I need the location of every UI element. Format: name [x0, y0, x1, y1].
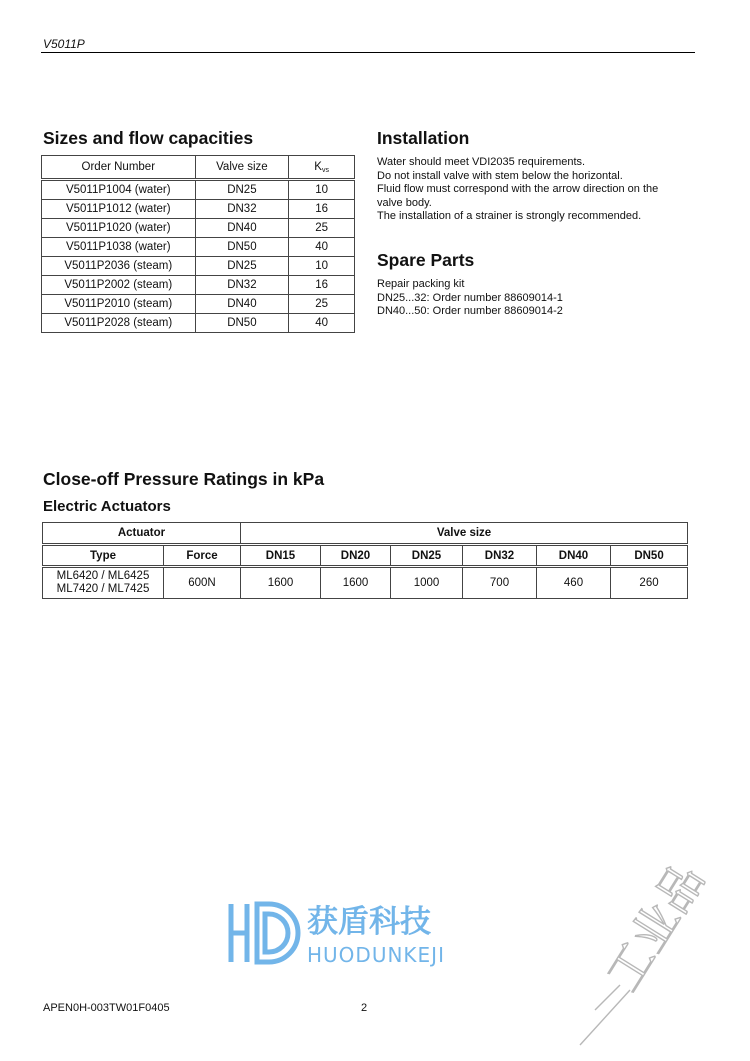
ratings-group-header — [43, 523, 688, 545]
sizes-heading: Sizes and flow capacities — [43, 128, 254, 148]
table-row: V5011P2002 (steam) DN32 16 — [42, 276, 355, 295]
ratings-heading: Close-off Pressure Ratings in kPa — [43, 469, 325, 489]
col-dn50: DN50 — [611, 545, 688, 567]
header-rule — [41, 52, 695, 53]
ratings-subheading: Electric Actuators — [43, 498, 171, 515]
svg-text:HUODUNKEJI: HUODUNKEJI — [307, 943, 445, 967]
sizes-table — [41, 155, 355, 333]
diagonal-watermark — [560, 790, 750, 1050]
col-type: Type — [43, 545, 164, 567]
svg-text:工业品: 工业品 — [595, 854, 715, 1001]
spare-parts-heading: Spare Parts — [377, 250, 475, 270]
col-force: Force — [164, 545, 241, 567]
col-order-number: Order Number — [42, 156, 196, 180]
svg-text:获盾科技: 获盾科技 — [307, 904, 431, 940]
sizes-header-row — [42, 156, 355, 180]
stamp-watermark-icon — [560, 790, 750, 1050]
table-row: V5011P2036 (steam) DN25 10 — [42, 257, 355, 276]
watermark-logo — [225, 898, 465, 968]
installation-text: Water should meet VDI2035 requirements. Do not install valve with stem below the horizontal. Fluid flow must correspond with the arrow direction on the valve body. The installation of a strainer is strongly recommended. — [377, 156, 659, 223]
col-kvs: $K_{vs}$ — [289, 156, 355, 180]
footer-document-code: APEN0H-003TW01F0405 — [43, 1002, 170, 1014]
col-dn32: DN32 — [463, 545, 537, 567]
installation-heading: Installation — [377, 128, 470, 148]
ratings-table — [42, 522, 688, 599]
spare-parts-text: Repair packing kit DN25...32: Order number 88609014-1 DN40...50: Order number 88609014-2 — [377, 278, 563, 318]
document-code-header: V5011P — [43, 37, 85, 51]
actuator-type-cell: ML6420 / ML6425 ML7420 / ML7425 — [43, 567, 164, 599]
table-row: V5011P2028 (steam) DN50 40 — [42, 314, 355, 333]
table-row: ML6420 / ML6425 ML7420 / ML7425 600N 1600 1600 1000 700 460 260 — [43, 567, 688, 599]
table-row: V5011P1020 (water) DN40 25 — [42, 219, 355, 238]
group-actuator: Actuator — [43, 523, 241, 545]
table-row: V5011P1012 (water) DN32 16 — [42, 200, 355, 219]
table-row: V5011P1004 (water) DN25 10 — [42, 180, 355, 200]
group-valve-size: Valve size — [241, 523, 688, 545]
col-valve-size: Valve size — [195, 156, 289, 180]
table-row: V5011P2010 (steam) DN40 25 — [42, 295, 355, 314]
page-number: 2 — [361, 1002, 368, 1014]
col-dn20: DN20 — [321, 545, 391, 567]
col-dn15: DN15 — [241, 545, 321, 567]
hd-logo-icon — [225, 898, 465, 968]
col-dn25: DN25 — [391, 545, 463, 567]
col-dn40: DN40 — [537, 545, 611, 567]
ratings-column-header — [43, 545, 688, 567]
table-row: V5011P1038 (water) DN50 40 — [42, 238, 355, 257]
